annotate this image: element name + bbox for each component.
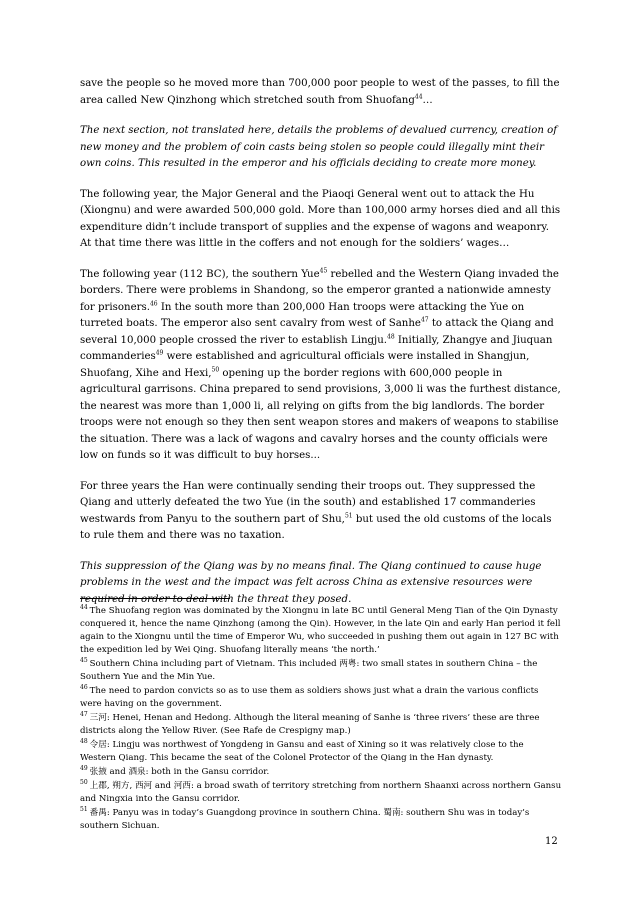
- paragraph-text: In the south more than 200,000 Han troops were attacking the Yue on turreted boats. The emperor also sent cavalry from west of Sanhe: [80, 301, 525, 329]
- paragraph-text: …: [422, 94, 433, 106]
- paragraph-text: rebelled and the Western Qiang invaded the borders. There were problems in Shandong, so the emperor granted a nationwide amnesty for prisoners.: [80, 268, 559, 313]
- footnote-text: Southern China including part of Vietnam. This included 两粤: two small states in southern China – the Southern Yue and the Min Yue.: [80, 659, 538, 682]
- footnote-reference[interactable]: 49: [155, 349, 164, 357]
- body-paragraph: [80, 267, 562, 465]
- footnote-reference[interactable]: 48: [387, 333, 395, 341]
- page-number: 12: [545, 836, 558, 847]
- footnote-reference[interactable]: 51: [344, 512, 353, 520]
- paragraph-text: were established and agricultural officials were installed in Shangjun, Shuofang, Xihe and Hexi,: [80, 351, 530, 379]
- footnote: [80, 739, 562, 765]
- paragraph-text: opening up the border regions with 600,000 people in agricultural garrisons. China prepared to send provisions, 3,000 li was the furthest distance, the nearest was more than 1,000 li, all relying on gifts from the big landlords. The border troops were not enough so they then sent weapon stores and makers of weapons to stabilise the situation. There was a lack of wagons and cavalry horses and the county officials were low on funds so it was difficult to buy horses...: [80, 367, 561, 461]
- paragraph-text: The next section, not translated here, details the problems of devalued currency, creation of new money and the problem of coin casts being stolen so people could illegally mint their own coins. This resulted in the emperor and his officials deciding to create more money.: [80, 125, 558, 169]
- italic-commentary-paragraph: [80, 123, 562, 173]
- footnotes: [80, 605, 562, 834]
- paragraph-text: but used the old customs of the locals to rule them and there was no taxation.: [80, 513, 552, 541]
- footnote-reference[interactable]: 47: [420, 316, 429, 324]
- footnote: [80, 766, 562, 779]
- footnote: [80, 780, 562, 806]
- footnote-text: The need to pardon convicts so as to use them as soldiers shows just what a drain the various conflicts were having on the government.: [80, 686, 539, 709]
- body-paragraph: [80, 187, 562, 253]
- footnote: [80, 605, 562, 657]
- paragraph-text: save the people so he moved more than 700,000 poor people to west of the passes, to fill the area called New Qinzhong which stretched south from Shuofang: [80, 78, 560, 106]
- paragraph-text: to attack the Qiang and several 10,000 people crossed the river to establish Lingju.: [80, 318, 554, 346]
- footnote-text: 番禺: Panyu was in today’s Guangdong province in southern China. 蜀南: southern Shu was in today’s southern Sichuan.: [80, 808, 530, 831]
- footnote: [80, 658, 562, 684]
- footnote: [80, 685, 562, 711]
- footnote-text: 令居: Lingju was northwest of Yongdeng in Gansu and east of Xining so it was relatively close to the Western Qiang. This became the seat of the Colonel Protector of the Qiang in the Han dynasty.: [80, 740, 524, 763]
- body-paragraph: [80, 76, 562, 109]
- footnote-number: 44: [80, 604, 88, 612]
- footnote-number: 50: [80, 779, 88, 787]
- footnote-number: 46: [80, 684, 88, 692]
- footnote-reference[interactable]: 44: [414, 93, 423, 101]
- body-paragraph: [80, 479, 562, 545]
- footnote-text: 上郡, 朔方, 西河 and 河西: a broad swath of territory stretching from northern Shaanxi across northern Gansu and Ningxia into the Gansu corridor.: [80, 781, 562, 804]
- footnote-number: 49: [80, 765, 88, 773]
- footnote-reference[interactable]: 50: [211, 366, 220, 374]
- footnote-number: 47: [80, 711, 88, 719]
- footnote-number: 51: [80, 806, 88, 814]
- footnote: [80, 712, 562, 738]
- paragraph-text: The following year, the Major General and the Piaoqi General went out to attack the Hu (Xiongnu) and were awarded 500,000 gold. More than 100,000 army horses died and all this expenditure didn’t include transport of supplies and the expense of wagons and weaponry. At that time there was little in the coffers and not enough for the soldiers’ wages…: [80, 188, 561, 249]
- paragraph-text: For three years the Han were continually sending their troops out. They suppressed the Qiang and utterly defeated the two Yue (in the south) and established 17 commanderies westwards from Panyu to the southern part of Shu,: [80, 480, 536, 525]
- footnote: [80, 807, 562, 833]
- paragraph-text: The following year (112 BC), the southern Yue: [80, 268, 320, 280]
- footnote-text: The Shuofang region was dominated by the Xiongnu in late BC until General Meng Tian of the Qin Dynasty conquered it, hence the name Qinzhong (among the Qin). However, in the late Qin and early Han period it fell again to the Xiongnu until the time of Emperor Wu, who succeeded in pushing them out again in 127 BC with the expedition led by Wei Qing. Shuofang literally means ‘the north.’: [80, 606, 561, 655]
- paragraph-text: This suppression of the Qiang was by no means final. The Qiang continued to cause huge problems in the west and the impact was felt across China as extensive resources were required in order to deal with the threat they posed.: [80, 560, 542, 605]
- footnote-text: 张掖 and 酒泉: both in the Gansu corridor.: [89, 767, 270, 777]
- footnote-number: 45: [80, 657, 88, 665]
- italic-commentary-paragraph: [80, 559, 562, 612]
- footnote-text: 三河: Henei, Henan and Hedong. Although the literal meaning of Sanhe is ‘three rivers’ these are three districts along the Yellow River. (See Rafe de Crespigny map.): [80, 713, 540, 736]
- footnote-separator: [80, 598, 230, 599]
- paragraph-text: Initially, Zhangye and Jiuquan commanderies: [80, 334, 553, 362]
- footnote-number: 48: [80, 738, 88, 746]
- footnote-reference[interactable]: 45: [319, 267, 328, 275]
- main-text: [80, 76, 562, 622]
- footnote-reference[interactable]: 46: [149, 300, 158, 308]
